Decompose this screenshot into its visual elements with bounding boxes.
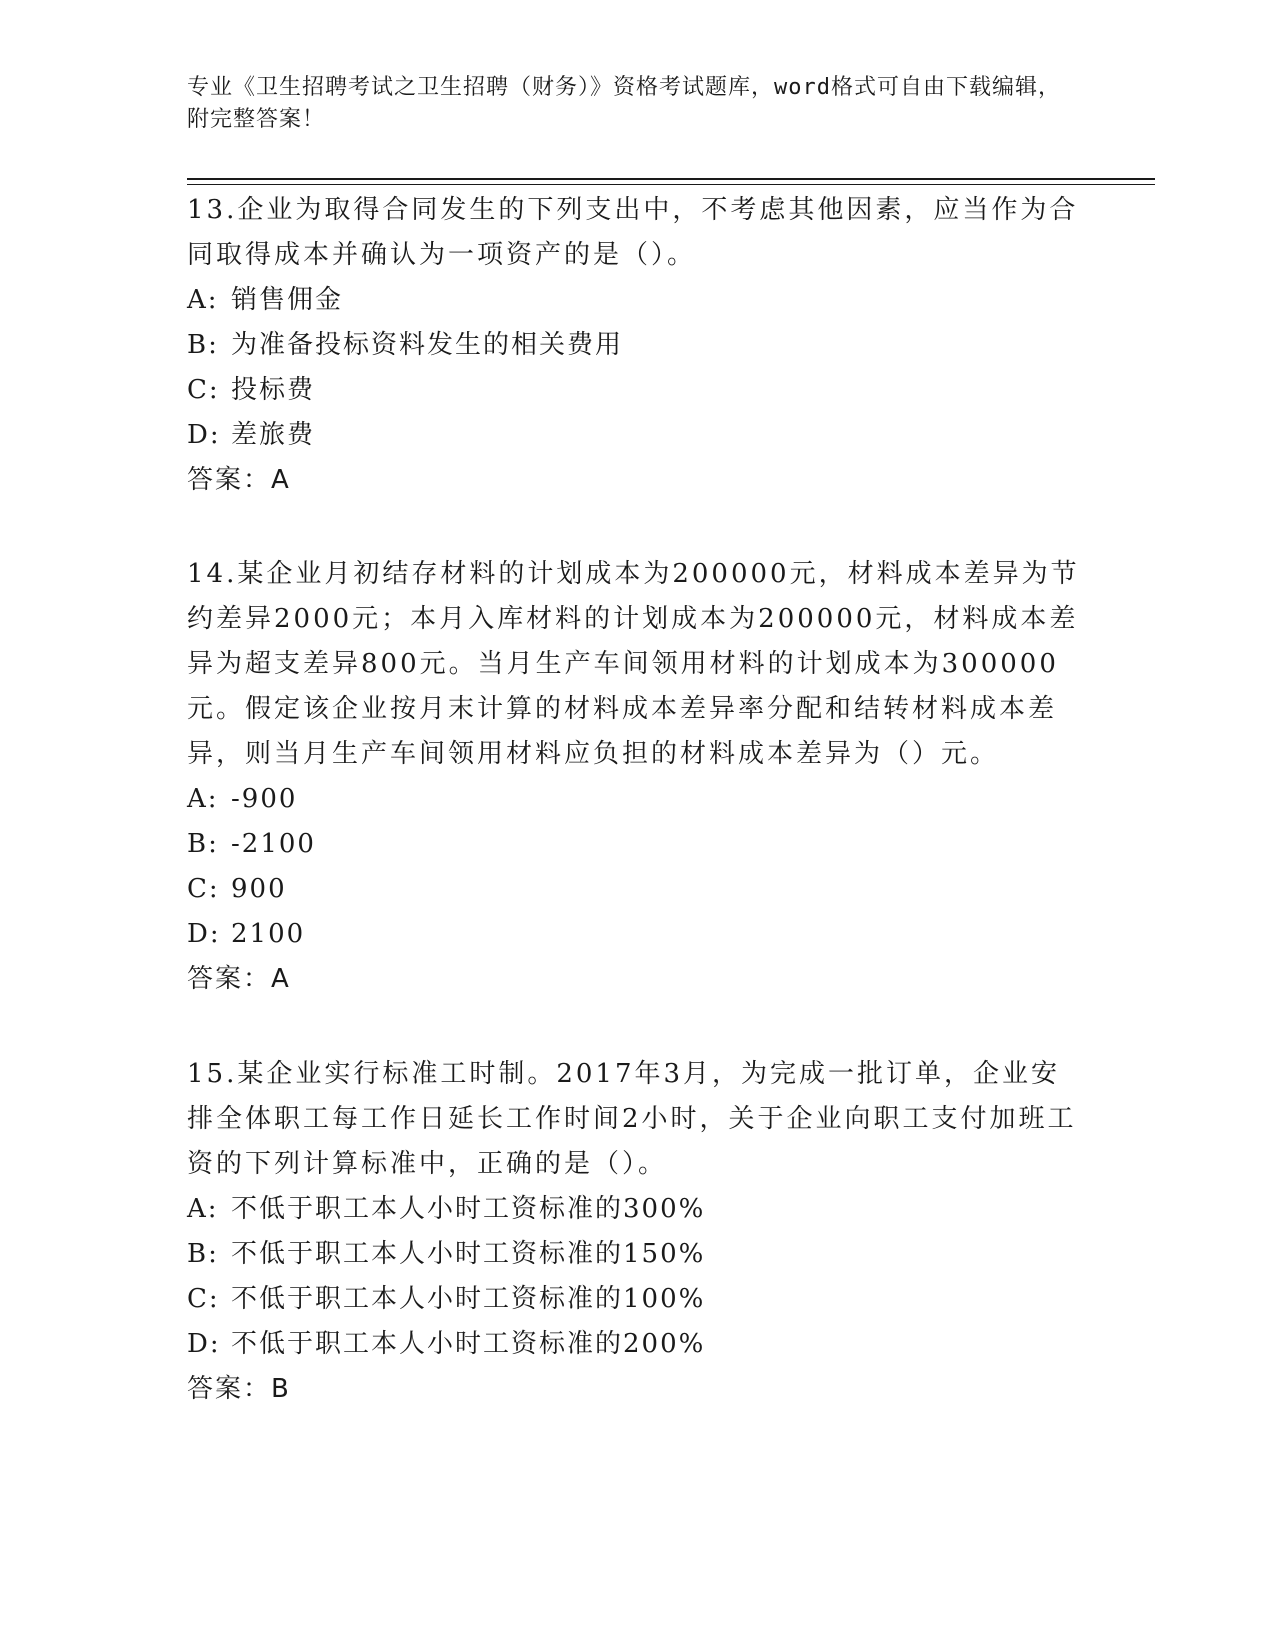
header-divider-thick: [187, 178, 1155, 180]
page-header-text: 专业《卫生招聘考试之卫生招聘（财务）》资格考试题库，word格式可自由下载编辑，附完整答案！: [187, 75, 1061, 132]
option-d: [187, 413, 1087, 458]
answer-line: 答案：B: [187, 1374, 291, 1404]
option-key: D:: [187, 919, 221, 949]
option-text: 销售佣金: [231, 285, 344, 315]
option-text: 2100: [231, 919, 306, 949]
option-a: [187, 1187, 1087, 1232]
option-text: 900: [231, 874, 287, 904]
option-text: -2100: [231, 829, 316, 859]
question-stem: 15.某企业实行标准工时制。2017年3月，为完成一批订单，企业安排全体职工每工作日延长工作时间2小时，关于企业向职工支付加班工资的下列计算标准中，正确的是（）。: [187, 1059, 1077, 1179]
option-key: C:: [187, 874, 220, 904]
option-key: A:: [187, 285, 219, 315]
option-text: 不低于职工本人小时工资标准的150%: [231, 1239, 706, 1269]
option-key: C:: [187, 1284, 220, 1314]
option-b: [187, 323, 1087, 368]
option-a: [187, 278, 1087, 323]
question-stem: 13.企业为取得合同发生的下列支出中，不考虑其他因素，应当作为合同取得成本并确认为一项资产的是（）。: [187, 195, 1079, 270]
question-stem: 14.某企业月初结存材料的计划成本为200000元，材料成本差异为节约差异2000元；本月入库材料的计划成本为200000元，材料成本差异为超支差异800元。当月生产车间领用材料的计划成本为300000元。假定该企业按月末计算的材料成本差异率分配和结转材料成本差异，则当月生产车间领用材料应负担的材料成本差异为（）元。: [187, 559, 1080, 769]
option-d: [187, 912, 1087, 957]
answer-line: 答案：A: [187, 964, 291, 994]
option-text: 投标费: [231, 375, 316, 405]
question-15: [187, 1052, 1087, 1412]
option-b: [187, 1232, 1087, 1277]
option-d: [187, 1322, 1087, 1367]
option-key: B:: [187, 1239, 219, 1269]
option-key: C:: [187, 375, 220, 405]
option-c: [187, 1277, 1087, 1322]
option-text: 不低于职工本人小时工资标准的300%: [231, 1194, 706, 1224]
option-c: [187, 867, 1087, 912]
option-c: [187, 368, 1087, 413]
option-key: A:: [187, 1194, 219, 1224]
option-text: 不低于职工本人小时工资标准的200%: [231, 1329, 706, 1359]
option-text: 差旅费: [231, 420, 316, 450]
question-13: [187, 188, 1087, 503]
option-key: A:: [187, 784, 219, 814]
option-text: -900: [231, 784, 298, 814]
option-key: D:: [187, 1329, 221, 1359]
option-key: B:: [187, 330, 219, 360]
option-a: [187, 777, 1087, 822]
option-key: B:: [187, 829, 219, 859]
option-b: [187, 822, 1087, 867]
header-divider-thin: [187, 184, 1155, 185]
option-text: 为准备投标资料发生的相关费用: [231, 330, 624, 360]
option-text: 不低于职工本人小时工资标准的100%: [231, 1284, 706, 1314]
option-key: D:: [187, 420, 221, 450]
answer-line: 答案：A: [187, 465, 291, 495]
question-14: [187, 552, 1087, 1002]
